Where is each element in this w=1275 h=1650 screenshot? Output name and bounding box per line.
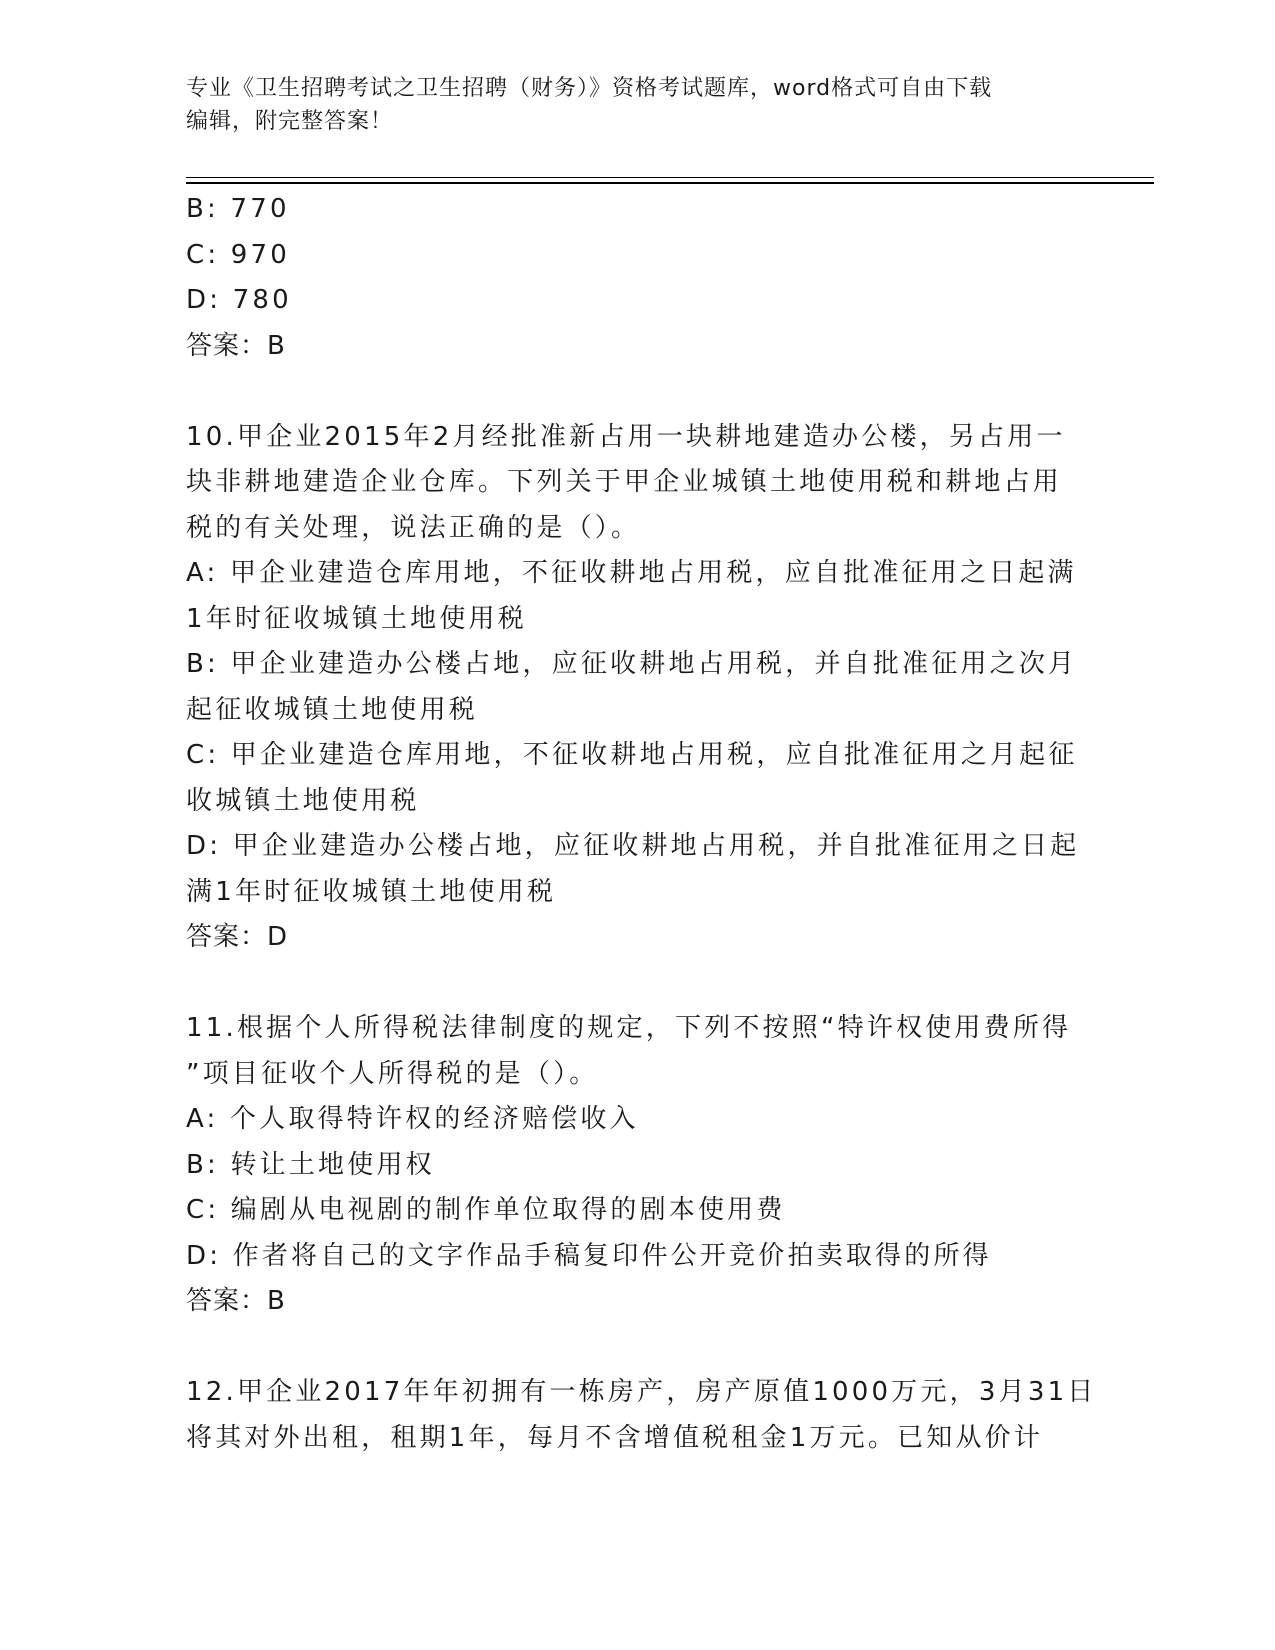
question-9 [186,187,1086,369]
option-b: B: 甲企业建造办公楼占地，应征收耕地占用税，并自批准征用之次月 [186,649,1078,679]
option-c: C: 编剧从电视剧的制作单位取得的剧本使用费 [186,1195,786,1225]
question-10 [186,415,1086,961]
question-stem-line: 12.甲企业2017年年初拥有一栋房产，房产原值1000万元，3月31日 [186,1377,1097,1407]
option-a-cont: 1年时征收城镇土地使用税 [186,603,527,634]
question-12 [186,1370,1097,1461]
question-stem-line: 10.甲企业2015年2月经批准新占用一块耕地建造办公楼，另占用一 [186,421,1066,452]
option-a: A: 个人取得特许权的经济赔偿收入 [186,1104,639,1134]
option-d: D: 作者将自己的文字作品手稿复印件公开竞价拍卖取得的所得 [186,1240,992,1271]
option-d-cont: 满1年时征收城镇土地使用税 [186,876,557,907]
header-divider-thick [186,182,1154,184]
answer: 答案：D [186,922,289,952]
option-b: B: 770 [186,194,290,224]
question-stem-line: 税的有关处理，说法正确的是（）。 [186,512,641,543]
option-d: D: 甲企业建造办公楼占地，应征收耕地占用税，并自批准征用之日起 [186,831,1080,861]
page-header [186,72,1066,138]
option-a: A: 甲企业建造仓库用地，不征收耕地占用税，应自批准征用之日起满 [186,558,1077,588]
answer: 答案：B [186,1286,286,1316]
header-divider-thin [186,177,1154,178]
header-line-2: 编辑，附完整答案！ [186,109,394,134]
option-b-cont: 起征收城镇土地使用税 [186,694,479,725]
question-stem-line: 11.根据个人所得税法律制度的规定，下列不按照“特许权使用费所得 [186,1013,1072,1043]
spacer [186,1325,1086,1371]
question-stem-line: ”项目征收个人所得税的是（）。 [186,1058,599,1089]
question-stem-line: 块非耕地建造企业仓库。下列关于甲企业城镇土地使用税和耕地占用 [186,467,1063,497]
question-list [186,187,1097,1461]
answer: 答案：B [186,330,286,361]
header-line-1: 专业《卫生招聘考试之卫生招聘（财务）》资格考试题库，word格式可自由下载 [186,76,993,101]
question-stem-line: 将其对外出租，租期1年，每月不含增值税租金1万元。已知从价计 [186,1422,1044,1453]
question-11 [186,1006,1086,1325]
option-c: C: 970 [186,239,291,270]
option-d: D: 780 [186,285,292,315]
option-b: B: 转让土地使用权 [186,1149,435,1180]
spacer [186,369,1086,415]
option-c: C: 甲企业建造仓库用地，不征收耕地占用税，应自批准征用之月起征 [186,740,1078,770]
spacer [186,961,1086,1007]
option-c-cont: 收城镇土地使用税 [186,785,420,816]
